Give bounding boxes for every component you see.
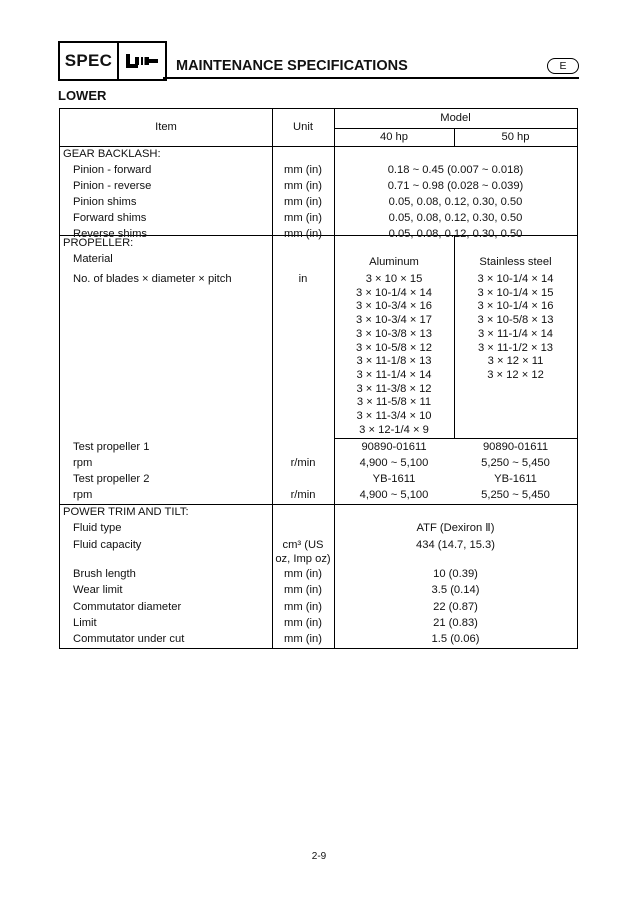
gear-row-unit: mm (in) <box>284 196 322 208</box>
trim-row-item: Commutator diameter <box>73 600 182 613</box>
blades-50hp-entry: 3 × 12 × 11 <box>487 355 544 368</box>
blades-40hp-entry: 3 × 11-1/8 × 13 <box>356 355 432 368</box>
blades-label: No. of blades × diameter × pitch <box>73 273 232 285</box>
gear-row-value: 0.18 ~ 0.45 (0.007 ~ 0.018) <box>387 164 524 176</box>
gear-backlash-heading: GEAR BACKLASH: <box>63 148 161 160</box>
fluid-capacity-label: Fluid capacity <box>73 539 142 551</box>
blades-40hp-entry: 3 × 11-3/4 × 10 <box>356 410 432 422</box>
blades-unit: in <box>298 273 308 285</box>
blades-40hp-entry: 3 × 11-1/4 × 14 <box>356 368 432 381</box>
blades-40hp-entry: 3 × 11-5/8 × 11 <box>356 396 432 409</box>
trim-tilt-heading: POWER TRIM AND TILT: <box>63 506 189 518</box>
blades-50hp-entry: 3 × 11-1/2 × 13 <box>477 341 554 354</box>
gear-row-item: Pinion - forward <box>73 164 152 176</box>
gear-row-item: Pinion - reverse <box>73 180 152 192</box>
blades-40hp-entry: 3 × 11-3/8 × 12 <box>356 382 432 395</box>
page-title: MAINTENANCE SPECIFICATIONS <box>176 58 408 74</box>
header-rule <box>163 77 579 79</box>
trim-row-value: 3.5 (0.14) <box>431 584 480 597</box>
col-item-header: Item <box>155 121 177 133</box>
blades-50hp-entry: 3 × 10-1/4 × 16 <box>477 300 554 313</box>
col-model-header: Model <box>440 112 471 124</box>
material-40hp: Aluminum <box>369 256 419 268</box>
gear-row-item: Reverse shims <box>73 228 147 240</box>
test-propeller-2-label: Test propeller 2 <box>73 473 150 485</box>
rpm-2-unit: r/min <box>290 489 316 501</box>
blades-40hp-entry: 3 × 12-1/4 × 9 <box>359 423 429 436</box>
test-propeller-1-label: Test propeller 1 <box>73 441 150 453</box>
trim-row-unit: mm (in) <box>284 568 322 580</box>
blades-40hp-entry: 3 × 10-5/8 × 12 <box>356 341 432 354</box>
gear-row-unit: mm (in) <box>284 164 322 176</box>
rpm-1-label: rpm <box>73 457 93 469</box>
blades-50hp-entry: 3 × 10-1/4 × 14 <box>477 273 554 285</box>
rpm-1-50hp: 5,250 ~ 5,450 <box>481 457 550 469</box>
blades-40hp-entry: 3 × 10-3/4 × 17 <box>356 314 432 327</box>
trim-row-item: Brush length <box>73 568 136 580</box>
col-40hp-header: 40 hp <box>380 131 408 143</box>
blades-50hp-entry: 3 × 11-1/4 × 14 <box>477 327 554 340</box>
trim-row-item: Limit <box>73 616 97 629</box>
material-label: Material <box>73 253 113 265</box>
gear-row-value: 0.05, 0.08, 0.12, 0.30, 0.50 <box>388 228 523 240</box>
trim-row-unit: mm (in) <box>284 633 322 646</box>
test-propeller-2-40hp: YB-1611 <box>372 473 416 485</box>
language-badge: E <box>547 58 579 74</box>
gear-row-value: 0.71 ~ 0.98 (0.028 ~ 0.039) <box>387 180 524 192</box>
rpm-1-unit: r/min <box>290 457 316 469</box>
gear-row-unit: mm (in) <box>284 212 322 224</box>
trim-row-unit: mm (in) <box>284 600 322 613</box>
trim-row-value: 21 (0.83) <box>433 616 478 629</box>
page-header <box>58 41 579 79</box>
blades-40hp-entry: 3 × 10 × 15 <box>365 273 423 285</box>
spec-label: SPEC <box>58 41 119 81</box>
material-50hp: Stainless steel <box>479 256 552 268</box>
trim-row-unit: mm (in) <box>284 584 322 597</box>
trim-row-value: 1.5 (0.06) <box>431 633 480 646</box>
rpm-1-40hp: 4,900 ~ 5,100 <box>359 457 429 469</box>
test-propeller-2-50hp: YB-1611 <box>494 473 537 485</box>
blades-50hp-entry: 3 × 12 × 12 <box>487 368 544 381</box>
divider-model-subhead <box>334 128 577 129</box>
gear-row-value: 0.05, 0.08, 0.12, 0.30, 0.50 <box>388 196 523 208</box>
blades-40hp-entry: 3 × 10-1/4 × 14 <box>356 286 432 299</box>
col-50hp-header: 50 hp <box>501 131 530 143</box>
divider-test1 <box>334 438 577 439</box>
caliper-icon <box>117 41 167 81</box>
trim-row-value: 10 (0.39) <box>433 568 478 580</box>
spec-table <box>59 108 578 649</box>
fluid-type-value: ATF (Dexiron Ⅱ) <box>416 522 495 534</box>
col-unit-header: Unit <box>293 121 313 133</box>
rpm-2-40hp: 4,900 ~ 5,100 <box>359 489 429 501</box>
fluid-capacity-unit-line2: oz, Imp oz) <box>275 553 331 565</box>
propeller-heading: PROPELLER: <box>63 237 134 249</box>
blades-40hp-entry: 3 × 10-3/4 × 16 <box>356 300 432 313</box>
blades-50hp-entry: 3 × 10-1/4 × 15 <box>477 286 554 299</box>
test-propeller-1-40hp: 90890-01611 <box>361 441 427 453</box>
test-propeller-1-50hp: 90890-01611 <box>482 441 549 453</box>
gear-row-unit: mm (in) <box>284 228 322 240</box>
blades-40hp-entry: 3 × 10-3/8 × 13 <box>356 327 432 340</box>
gear-row-item: Forward shims <box>73 212 147 224</box>
fluid-capacity-unit-line1: cm³ (US <box>282 539 324 551</box>
gear-row-item: Pinion shims <box>73 196 137 208</box>
blades-50hp-entry: 3 × 10-5/8 × 13 <box>477 314 554 327</box>
section-title: LOWER <box>58 88 107 103</box>
rpm-2-label: rpm <box>73 489 93 501</box>
fluid-type-label: Fluid type <box>73 522 122 534</box>
trim-row-value: 22 (0.87) <box>433 600 478 613</box>
trim-row-item: Wear limit <box>73 584 123 597</box>
rpm-2-50hp: 5,250 ~ 5,450 <box>481 489 550 501</box>
trim-row-unit: mm (in) <box>284 616 322 629</box>
gear-row-unit: mm (in) <box>284 180 322 192</box>
gear-row-value: 0.05, 0.08, 0.12, 0.30, 0.50 <box>388 212 523 224</box>
fluid-capacity-value: 434 (14.7, 15.3) <box>416 539 495 551</box>
page-number: 2-9 <box>311 851 327 862</box>
trim-row-item: Commutator under cut <box>73 633 185 646</box>
